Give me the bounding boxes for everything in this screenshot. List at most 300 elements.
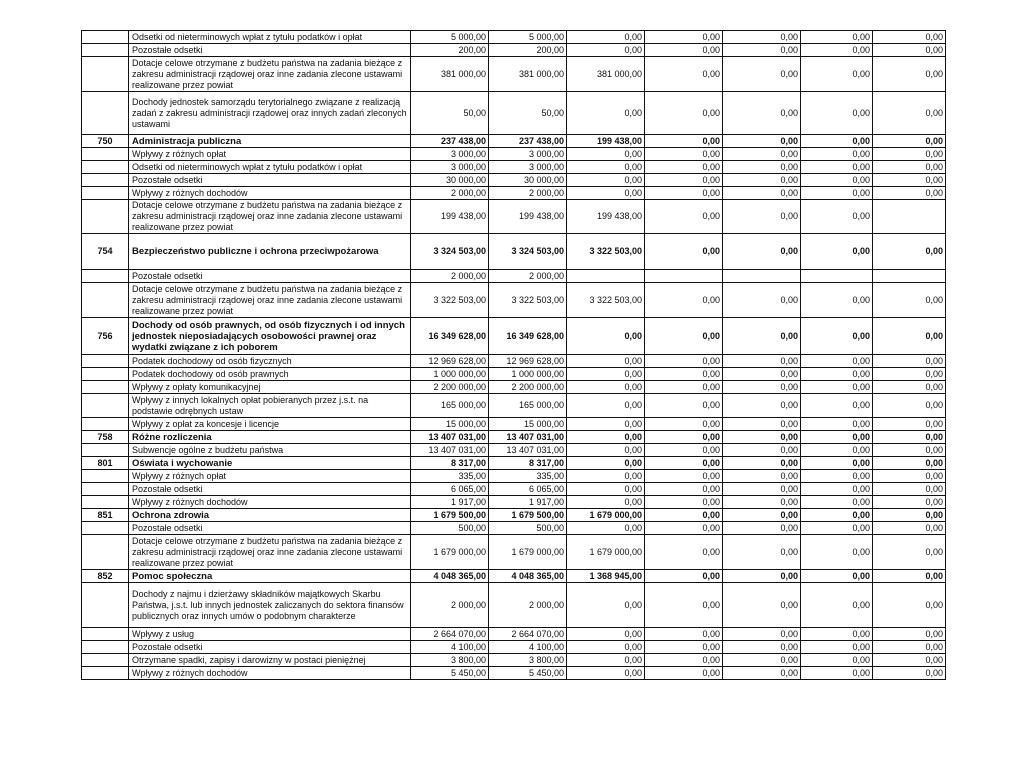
amount-cell-6: 0,00: [801, 470, 873, 483]
amount-cell-7: 0,00: [873, 187, 946, 200]
revenue-name: Pozostałe odsetki: [129, 483, 411, 496]
amount-cell-4: 0,00: [645, 522, 723, 535]
amount-cell-7: 0,00: [873, 628, 946, 641]
amount-cell-5: 0,00: [723, 355, 801, 368]
table-row: [82, 654, 946, 667]
amount-cell-6: 0,00: [801, 583, 873, 628]
section-code: [82, 161, 129, 174]
amount-cell-2: 335,00: [489, 470, 567, 483]
amount-cell-1: 4 100,00: [411, 641, 489, 654]
amount-cell-7: 0,00: [873, 496, 946, 509]
table-row: [82, 418, 946, 431]
section-code: [82, 381, 129, 394]
amount-cell-3: 0,00: [567, 381, 645, 394]
amount-cell-7: 0,00: [873, 394, 946, 418]
amount-cell-4: 0,00: [645, 470, 723, 483]
amount-cell-2: 2 200 000,00: [489, 381, 567, 394]
amount-cell-3: 199 438,00: [567, 200, 645, 234]
amount-cell-4: 0,00: [645, 641, 723, 654]
revenue-name: Różne rozliczenia: [129, 431, 411, 444]
amount-cell-7: 0,00: [873, 457, 946, 470]
amount-cell-2: 2 000,00: [489, 583, 567, 628]
revenue-name: Wpływy z różnych opłat: [129, 470, 411, 483]
amount-cell-6: 0,00: [801, 641, 873, 654]
amount-cell-6: 0,00: [801, 92, 873, 135]
section-code: [82, 31, 129, 44]
amount-cell-3: 3 322 503,00: [567, 234, 645, 270]
amount-cell-3: 1 679 000,00: [567, 535, 645, 570]
amount-cell-5: 0,00: [723, 667, 801, 680]
amount-cell-4: 0,00: [645, 381, 723, 394]
amount-cell-3: 0,00: [567, 470, 645, 483]
section-code: [82, 483, 129, 496]
amount-cell-7: 0,00: [873, 641, 946, 654]
amount-cell-6: 0,00: [801, 444, 873, 457]
amount-cell-7: 0,00: [873, 418, 946, 431]
section-code: [82, 522, 129, 535]
amount-cell-7: 0,00: [873, 470, 946, 483]
section-code: [82, 654, 129, 667]
amount-cell-7: 0,00: [873, 355, 946, 368]
amount-cell-4: 0,00: [645, 418, 723, 431]
amount-cell-7: 0,00: [873, 148, 946, 161]
amount-cell-1: 30 000,00: [411, 174, 489, 187]
table-row: [82, 628, 946, 641]
amount-cell-6: 0,00: [801, 570, 873, 583]
amount-cell-7: 0,00: [873, 31, 946, 44]
table-row: [82, 31, 946, 44]
section-code: 750: [82, 135, 129, 148]
revenue-name: Administracja publiczna: [129, 135, 411, 148]
amount-cell-5: 0,00: [723, 92, 801, 135]
amount-cell-5: 0,00: [723, 431, 801, 444]
section-code: [82, 174, 129, 187]
amount-cell-6: 0,00: [801, 628, 873, 641]
amount-cell-5: 0,00: [723, 187, 801, 200]
amount-cell-7: 0,00: [873, 368, 946, 381]
amount-cell-6: 0,00: [801, 318, 873, 355]
table-row: [82, 509, 946, 522]
section-code: [82, 496, 129, 509]
table-row: [82, 161, 946, 174]
table-row: [82, 522, 946, 535]
amount-cell-5: 0,00: [723, 583, 801, 628]
amount-cell-5: 0,00: [723, 161, 801, 174]
table-row: [82, 667, 946, 680]
amount-cell-6: 0,00: [801, 522, 873, 535]
amount-cell-3: 0,00: [567, 394, 645, 418]
amount-cell-4: 0,00: [645, 368, 723, 381]
amount-cell-4: 0,00: [645, 161, 723, 174]
amount-cell-1: 335,00: [411, 470, 489, 483]
amount-cell-3: 0,00: [567, 457, 645, 470]
amount-cell-1: 2 000,00: [411, 270, 489, 283]
revenue-name: Wpływy z opłaty komunikacyjnej: [129, 381, 411, 394]
amount-cell-3: 0,00: [567, 418, 645, 431]
amount-cell-2: 5 000,00: [489, 31, 567, 44]
amount-cell-1: 1 679 000,00: [411, 535, 489, 570]
section-code: [82, 283, 129, 318]
amount-cell-4: 0,00: [645, 318, 723, 355]
amount-cell-3: 0,00: [567, 92, 645, 135]
amount-cell-2: 381 000,00: [489, 57, 567, 92]
amount-cell-3: [567, 270, 645, 283]
amount-cell-6: 0,00: [801, 381, 873, 394]
revenue-name: Pozostałe odsetki: [129, 270, 411, 283]
amount-cell-3: 1 679 000,00: [567, 509, 645, 522]
amount-cell-6: 0,00: [801, 368, 873, 381]
amount-cell-3: 0,00: [567, 583, 645, 628]
amount-cell-1: 15 000,00: [411, 418, 489, 431]
amount-cell-5: 0,00: [723, 535, 801, 570]
amount-cell-1: 381 000,00: [411, 57, 489, 92]
amount-cell-3: 0,00: [567, 667, 645, 680]
amount-cell-2: 30 000,00: [489, 174, 567, 187]
amount-cell-6: 0,00: [801, 654, 873, 667]
amount-cell-2: 1 917,00: [489, 496, 567, 509]
amount-cell-4: 0,00: [645, 174, 723, 187]
section-code: 754: [82, 234, 129, 270]
amount-cell-1: 2 000,00: [411, 187, 489, 200]
revenue-name: Podatek dochodowy od osób fizycznych: [129, 355, 411, 368]
revenue-name: Odsetki od nieterminowych wpłat z tytułu podatków i opłat: [129, 161, 411, 174]
amount-cell-3: 0,00: [567, 628, 645, 641]
amount-cell-2: 6 065,00: [489, 483, 567, 496]
section-code: [82, 148, 129, 161]
section-code: 756: [82, 318, 129, 355]
amount-cell-2: 8 317,00: [489, 457, 567, 470]
amount-cell-1: 50,00: [411, 92, 489, 135]
amount-cell-1: 3 324 503,00: [411, 234, 489, 270]
amount-cell-3: 0,00: [567, 522, 645, 535]
revenue-name: Wpływy z innych lokalnych opłat pobieranych przez j.s.t. na podstawie odrębnych ustaw: [129, 394, 411, 418]
revenue-name: Dochody od osób prawnych, od osób fizycznych i od innych jednostek nieposiadających osobowości prawnej oraz wydatki związane z ich poborem: [129, 318, 411, 355]
amount-cell-5: 0,00: [723, 44, 801, 57]
amount-cell-6: 0,00: [801, 57, 873, 92]
amount-cell-4: 0,00: [645, 583, 723, 628]
amount-cell-2: 237 438,00: [489, 135, 567, 148]
amount-cell-2: 200,00: [489, 44, 567, 57]
amount-cell-2: 13 407 031,00: [489, 431, 567, 444]
amount-cell-2: 165 000,00: [489, 394, 567, 418]
amount-cell-1: 200,00: [411, 44, 489, 57]
section-code: [82, 44, 129, 57]
revenue-name: Ochrona zdrowia: [129, 509, 411, 522]
section-code: [82, 444, 129, 457]
revenue-name: Dotacje celowe otrzymane z budżetu państwa na zadania bieżące z zakresu administracji rządowej oraz inne zadania zlecone ustawami realizowane przez powiat: [129, 535, 411, 570]
amount-cell-5: 0,00: [723, 457, 801, 470]
amount-cell-3: 0,00: [567, 161, 645, 174]
amount-cell-2: 199 438,00: [489, 200, 567, 234]
section-code: [82, 628, 129, 641]
amount-cell-5: 0,00: [723, 200, 801, 234]
amount-cell-7: [873, 200, 946, 234]
section-code: [82, 57, 129, 92]
amount-cell-6: 0,00: [801, 44, 873, 57]
revenue-name: Odsetki od nieterminowych wpłat z tytułu podatków i opłat: [129, 31, 411, 44]
section-code: [82, 641, 129, 654]
revenue-name: Pozostałe odsetki: [129, 174, 411, 187]
table-row: [82, 470, 946, 483]
amount-cell-4: 0,00: [645, 135, 723, 148]
budget-revenue-table: [81, 30, 945, 680]
section-code: [82, 368, 129, 381]
section-code: [82, 667, 129, 680]
amount-cell-7: 0,00: [873, 483, 946, 496]
amount-cell-1: 165 000,00: [411, 394, 489, 418]
amount-cell-7: 0,00: [873, 444, 946, 457]
amount-cell-1: 2 664 070,00: [411, 628, 489, 641]
amount-cell-4: 0,00: [645, 200, 723, 234]
amount-cell-3: 0,00: [567, 641, 645, 654]
amount-cell-1: 16 349 628,00: [411, 318, 489, 355]
amount-cell-1: 13 407 031,00: [411, 444, 489, 457]
amount-cell-7: 0,00: [873, 509, 946, 522]
amount-cell-7: 0,00: [873, 667, 946, 680]
amount-cell-6: 0,00: [801, 418, 873, 431]
amount-cell-6: 0,00: [801, 509, 873, 522]
amount-cell-7: 0,00: [873, 535, 946, 570]
amount-cell-7: 0,00: [873, 92, 946, 135]
amount-cell-3: 0,00: [567, 444, 645, 457]
amount-cell-7: 0,00: [873, 135, 946, 148]
amount-cell-4: 0,00: [645, 496, 723, 509]
table-row: [82, 394, 946, 418]
amount-cell-7: 0,00: [873, 44, 946, 57]
amount-cell-5: 0,00: [723, 641, 801, 654]
amount-cell-2: 15 000,00: [489, 418, 567, 431]
table-row: [82, 457, 946, 470]
amount-cell-3: 381 000,00: [567, 57, 645, 92]
amount-cell-6: 0,00: [801, 234, 873, 270]
section-code: [82, 355, 129, 368]
amount-cell-2: 4 048 365,00: [489, 570, 567, 583]
amount-cell-2: 1 679 500,00: [489, 509, 567, 522]
amount-cell-4: 0,00: [645, 57, 723, 92]
revenue-name: Wpływy z różnych dochodów: [129, 187, 411, 200]
amount-cell-2: 3 000,00: [489, 148, 567, 161]
amount-cell-4: 0,00: [645, 234, 723, 270]
amount-cell-1: 5 450,00: [411, 667, 489, 680]
amount-cell-2: 16 349 628,00: [489, 318, 567, 355]
amount-cell-1: 3 322 503,00: [411, 283, 489, 318]
section-code: 758: [82, 431, 129, 444]
amount-cell-7: 0,00: [873, 57, 946, 92]
table-body: [82, 31, 946, 680]
amount-cell-4: 0,00: [645, 31, 723, 44]
revenue-name: Oświata i wychowanie: [129, 457, 411, 470]
amount-cell-2: 13 407 031,00: [489, 444, 567, 457]
amount-cell-6: 0,00: [801, 483, 873, 496]
section-code: [82, 200, 129, 234]
amount-cell-5: 0,00: [723, 418, 801, 431]
amount-cell-1: 1 679 500,00: [411, 509, 489, 522]
revenue-name: Dotacje celowe otrzymane z budżetu państwa na zadania bieżące z zakresu administracji rządowej oraz inne zadania zlecone ustawami realizowane przez powiat: [129, 200, 411, 234]
amount-cell-5: 0,00: [723, 570, 801, 583]
amount-cell-7: 0,00: [873, 654, 946, 667]
amount-cell-2: 2 664 070,00: [489, 628, 567, 641]
amount-cell-6: 0,00: [801, 431, 873, 444]
table-row: [82, 92, 946, 135]
revenue-name: Subwencje ogólne z budżetu państwa: [129, 444, 411, 457]
amount-cell-5: 0,00: [723, 368, 801, 381]
section-code: [82, 270, 129, 283]
table-row: [82, 270, 946, 283]
amount-cell-6: 0,00: [801, 148, 873, 161]
table-row: [82, 187, 946, 200]
amount-cell-4: 0,00: [645, 667, 723, 680]
section-code: 801: [82, 457, 129, 470]
amount-cell-5: 0,00: [723, 318, 801, 355]
revenue-name: Pozostałe odsetki: [129, 522, 411, 535]
amount-cell-5: 0,00: [723, 283, 801, 318]
amount-cell-4: 0,00: [645, 483, 723, 496]
amount-cell-7: [873, 270, 946, 283]
amount-cell-4: 0,00: [645, 444, 723, 457]
amount-cell-1: 5 000,00: [411, 31, 489, 44]
table-row: [82, 174, 946, 187]
amount-cell-4: 0,00: [645, 628, 723, 641]
amount-cell-4: 0,00: [645, 283, 723, 318]
amount-cell-3: 0,00: [567, 654, 645, 667]
revenue-name: Dotacje celowe otrzymane z budżetu państwa na zadania bieżące z zakresu administracji rządowej oraz inne zadania zlecone ustawami realizowane przez powiat: [129, 57, 411, 92]
table-row: [82, 535, 946, 570]
amount-cell-1: 8 317,00: [411, 457, 489, 470]
amount-cell-2: 3 322 503,00: [489, 283, 567, 318]
amount-cell-7: 0,00: [873, 161, 946, 174]
amount-cell-4: 0,00: [645, 148, 723, 161]
revenue-name: Pozostałe odsetki: [129, 641, 411, 654]
section-code: [82, 92, 129, 135]
amount-cell-3: 0,00: [567, 483, 645, 496]
revenue-table: [81, 30, 946, 680]
amount-cell-4: 0,00: [645, 509, 723, 522]
amount-cell-1: 3 800,00: [411, 654, 489, 667]
section-code: 851: [82, 509, 129, 522]
revenue-name: Dochody jednostek samorządu terytorialnego związane z realizacją zadań z zakresu administracji rządowej oraz innych zadań zleconych ustawami: [129, 92, 411, 135]
amount-cell-1: 12 969 628,00: [411, 355, 489, 368]
amount-cell-7: 0,00: [873, 234, 946, 270]
amount-cell-1: 13 407 031,00: [411, 431, 489, 444]
amount-cell-3: 0,00: [567, 431, 645, 444]
amount-cell-1: 4 048 365,00: [411, 570, 489, 583]
amount-cell-5: 0,00: [723, 444, 801, 457]
amount-cell-3: 3 322 503,00: [567, 283, 645, 318]
revenue-name: Pomoc społeczna: [129, 570, 411, 583]
amount-cell-4: 0,00: [645, 187, 723, 200]
amount-cell-2: 5 450,00: [489, 667, 567, 680]
table-row: [82, 135, 946, 148]
table-row: [82, 234, 946, 270]
amount-cell-2: 1 679 000,00: [489, 535, 567, 570]
amount-cell-7: 0,00: [873, 174, 946, 187]
section-code: [82, 470, 129, 483]
table-row: [82, 355, 946, 368]
amount-cell-5: 0,00: [723, 394, 801, 418]
amount-cell-3: 0,00: [567, 496, 645, 509]
amount-cell-3: 1 368 945,00: [567, 570, 645, 583]
amount-cell-1: 3 000,00: [411, 161, 489, 174]
amount-cell-5: 0,00: [723, 148, 801, 161]
amount-cell-3: 0,00: [567, 355, 645, 368]
amount-cell-6: 0,00: [801, 174, 873, 187]
table-row: [82, 44, 946, 57]
amount-cell-2: 2 000,00: [489, 270, 567, 283]
amount-cell-2: 2 000,00: [489, 187, 567, 200]
amount-cell-5: 0,00: [723, 174, 801, 187]
amount-cell-6: 0,00: [801, 283, 873, 318]
amount-cell-4: 0,00: [645, 654, 723, 667]
table-row: [82, 148, 946, 161]
amount-cell-4: 0,00: [645, 44, 723, 57]
amount-cell-5: 0,00: [723, 483, 801, 496]
revenue-name: Dotacje celowe otrzymane z budżetu państwa na zadania bieżące z zakresu administracji rządowej oraz inne zadania zlecone ustawami realizowane przez powiat: [129, 283, 411, 318]
amount-cell-6: 0,00: [801, 135, 873, 148]
amount-cell-1: 199 438,00: [411, 200, 489, 234]
amount-cell-7: 0,00: [873, 381, 946, 394]
section-code: [82, 418, 129, 431]
amount-cell-1: 6 065,00: [411, 483, 489, 496]
table-row: [82, 641, 946, 654]
amount-cell-5: 0,00: [723, 381, 801, 394]
amount-cell-2: 50,00: [489, 92, 567, 135]
amount-cell-3: 0,00: [567, 174, 645, 187]
table-row: [82, 431, 946, 444]
amount-cell-1: 2 000,00: [411, 583, 489, 628]
amount-cell-3: 0,00: [567, 318, 645, 355]
revenue-name: Wpływy z opłat za koncesje i licencje: [129, 418, 411, 431]
section-code: [82, 535, 129, 570]
amount-cell-5: 0,00: [723, 57, 801, 92]
amount-cell-3: 199 438,00: [567, 135, 645, 148]
revenue-name: Wpływy z różnych opłat: [129, 148, 411, 161]
revenue-name: Wpływy z różnych dochodów: [129, 667, 411, 680]
amount-cell-1: 500,00: [411, 522, 489, 535]
table-row: [82, 57, 946, 92]
table-row: [82, 496, 946, 509]
amount-cell-2: 4 100,00: [489, 641, 567, 654]
amount-cell-7: 0,00: [873, 431, 946, 444]
revenue-name: Pozostałe odsetki: [129, 44, 411, 57]
table-row: [82, 318, 946, 355]
amount-cell-4: 0,00: [645, 431, 723, 444]
amount-cell-2: 12 969 628,00: [489, 355, 567, 368]
revenue-name: Wpływy z usług: [129, 628, 411, 641]
revenue-name: Dochody z najmu i dzierżawy składników majątkowych Skarbu Państwa, j.s.t. lub innych jednostek zaliczanych do sektora finansów publicznych oraz innych umów o podobnym charakterze: [129, 583, 411, 628]
amount-cell-4: 0,00: [645, 535, 723, 570]
table-row: [82, 483, 946, 496]
amount-cell-5: 0,00: [723, 31, 801, 44]
amount-cell-4: 0,00: [645, 355, 723, 368]
amount-cell-6: 0,00: [801, 496, 873, 509]
amount-cell-6: 0,00: [801, 394, 873, 418]
revenue-name: Podatek dochodowy od osób prawnych: [129, 368, 411, 381]
amount-cell-6: 0,00: [801, 667, 873, 680]
table-row: [82, 200, 946, 234]
amount-cell-5: [723, 270, 801, 283]
amount-cell-4: 0,00: [645, 457, 723, 470]
amount-cell-7: 0,00: [873, 318, 946, 355]
amount-cell-2: 3 800,00: [489, 654, 567, 667]
amount-cell-5: 0,00: [723, 509, 801, 522]
amount-cell-6: 0,00: [801, 187, 873, 200]
amount-cell-6: 0,00: [801, 535, 873, 570]
amount-cell-5: 0,00: [723, 628, 801, 641]
amount-cell-4: 0,00: [645, 394, 723, 418]
amount-cell-2: 500,00: [489, 522, 567, 535]
amount-cell-7: 0,00: [873, 283, 946, 318]
revenue-name: Wpływy z różnych dochodów: [129, 496, 411, 509]
